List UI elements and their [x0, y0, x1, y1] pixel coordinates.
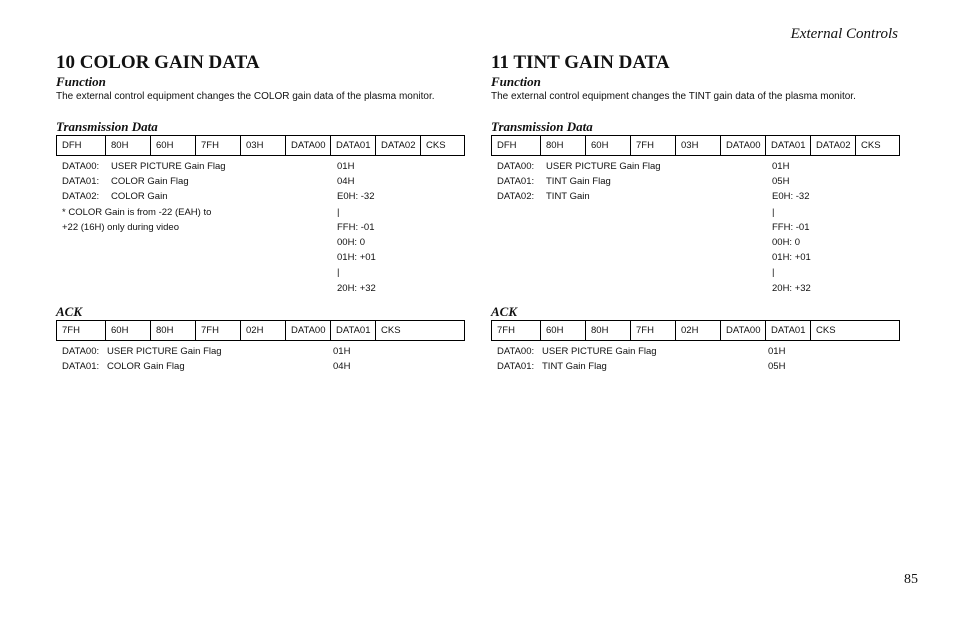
row-value: 00H: 0	[337, 236, 365, 248]
byte-cell: DFH	[57, 136, 106, 156]
detail-row	[491, 361, 899, 376]
row-value: 04H	[333, 360, 351, 372]
detail-row	[56, 161, 464, 176]
row-value: 01H: +01	[337, 252, 376, 264]
byte-cell: 7FH	[492, 320, 541, 340]
byte-cell: DATA00	[286, 136, 331, 156]
byte-cell: DATA01	[331, 136, 376, 156]
row-text: TINT Gain Flag	[546, 176, 611, 188]
ack-byte-table	[491, 320, 900, 341]
byte-cell: DATA01	[766, 320, 811, 340]
byte-cell: 7FH	[631, 136, 676, 156]
row-value: 01H: +01	[772, 252, 811, 264]
row-label: DATA00:	[497, 345, 535, 357]
ack-byte-table	[56, 320, 465, 341]
detail-row	[56, 267, 464, 282]
byte-cell: 80H	[586, 320, 631, 340]
row-value: |	[772, 267, 775, 279]
detail-row	[56, 346, 464, 361]
transmission-heading: Transmission Data	[56, 119, 158, 134]
detail-row	[491, 283, 899, 298]
detail-row	[56, 361, 464, 376]
ack-heading: ACK	[56, 303, 83, 319]
ack-details	[56, 346, 464, 376]
row-value: 01H	[768, 345, 786, 357]
byte-cell: 7FH	[631, 320, 676, 340]
row-value: |	[772, 206, 775, 218]
transmission-details	[491, 161, 899, 298]
row-value: |	[337, 267, 340, 279]
byte-cell: DATA01	[331, 320, 376, 340]
row-text: TINT Gain Flag	[542, 360, 607, 372]
byte-cell: 7FH	[196, 320, 241, 340]
row-value: 20H: +32	[772, 282, 811, 294]
function-description: The external control equipment changes the COLOR gain data of the plasma monitor.	[56, 91, 435, 102]
row-label: DATA01:	[62, 360, 100, 372]
row-label: DATA00:	[62, 345, 100, 357]
ack-details	[491, 346, 899, 376]
function-heading: Function	[56, 74, 106, 89]
row-value: 01H	[333, 345, 351, 357]
row-note: +22 (16H) only during video	[62, 221, 179, 233]
row-note: * COLOR Gain is from -22 (EAH) to	[62, 206, 212, 218]
row-label: DATA01:	[497, 360, 535, 372]
byte-cell: DATA02	[811, 136, 856, 156]
byte-cell: 03H	[241, 136, 286, 156]
row-label: DATA00:	[62, 161, 100, 172]
row-value: FFH: -01	[772, 221, 810, 233]
row-value: 05H	[772, 176, 790, 188]
detail-row	[56, 176, 464, 191]
row-label: DATA01:	[497, 176, 535, 188]
row-value: FFH: -01	[337, 221, 375, 233]
detail-row	[56, 222, 464, 237]
byte-cell: 03H	[676, 136, 721, 156]
detail-row	[491, 267, 899, 282]
row-value: 01H	[337, 161, 355, 172]
byte-cell: CKS	[421, 136, 465, 156]
color-gain-section	[56, 52, 464, 376]
byte-cell: 7FH	[57, 320, 106, 340]
row-value: 04H	[337, 176, 355, 188]
detail-row	[56, 191, 464, 206]
byte-cell: DATA01	[766, 136, 811, 156]
detail-row	[491, 346, 899, 361]
row-text: TINT Gain	[546, 191, 590, 203]
byte-cell: 80H	[106, 136, 151, 156]
row-value: 00H: 0	[772, 236, 800, 248]
tint-gain-section	[491, 52, 899, 376]
running-header: External Controls	[790, 26, 898, 42]
row-value: E0H: -32	[772, 191, 810, 203]
byte-cell: 80H	[541, 136, 586, 156]
byte-cell: 02H	[241, 320, 286, 340]
detail-row	[491, 191, 899, 206]
byte-cell: CKS	[376, 320, 465, 340]
detail-row	[491, 237, 899, 252]
byte-cell: 80H	[151, 320, 196, 340]
transmission-heading: Transmission Data	[491, 119, 593, 134]
byte-cell: DATA02	[376, 136, 421, 156]
detail-row	[491, 252, 899, 267]
detail-row	[491, 222, 899, 237]
detail-row	[56, 252, 464, 267]
byte-cell: DATA00	[721, 136, 766, 156]
section-title: 11 TINT GAIN DATA	[491, 52, 670, 73]
byte-cell: 60H	[106, 320, 151, 340]
function-heading: Function	[491, 74, 541, 89]
ack-heading: ACK	[491, 303, 518, 319]
row-text: COLOR Gain Flag	[111, 176, 189, 188]
byte-cell: 7FH	[196, 136, 241, 156]
byte-cell: DATA00	[721, 320, 766, 340]
byte-cell: 60H	[541, 320, 586, 340]
row-label: DATA02:	[62, 191, 100, 203]
byte-cell: DFH	[492, 136, 541, 156]
section-title: 10 COLOR GAIN DATA	[56, 52, 260, 73]
row-text: COLOR Gain	[111, 191, 168, 203]
function-description: The external control equipment changes the TINT gain data of the plasma monitor.	[491, 91, 856, 102]
byte-cell: DATA00	[286, 320, 331, 340]
row-label: DATA00:	[497, 161, 535, 172]
transmission-byte-table	[491, 135, 900, 156]
byte-cell: 60H	[151, 136, 196, 156]
row-label: DATA01:	[62, 176, 100, 188]
byte-cell: 60H	[586, 136, 631, 156]
row-text: USER PICTURE Gain Flag	[546, 161, 661, 172]
row-text: USER PICTURE Gain Flag	[107, 345, 222, 357]
byte-cell: 02H	[676, 320, 721, 340]
detail-row	[491, 161, 899, 176]
transmission-details	[56, 161, 464, 298]
detail-row	[56, 207, 464, 222]
row-value: 05H	[768, 360, 786, 372]
detail-row	[56, 237, 464, 252]
page-number: 85	[904, 572, 918, 587]
byte-cell: CKS	[856, 136, 900, 156]
row-value: 20H: +32	[337, 282, 376, 294]
row-text: USER PICTURE Gain Flag	[111, 161, 226, 172]
detail-row	[491, 207, 899, 222]
detail-row	[56, 283, 464, 298]
row-value: E0H: -32	[337, 191, 375, 203]
row-text: COLOR Gain Flag	[107, 360, 185, 372]
row-label: DATA02:	[497, 191, 535, 203]
row-value: |	[337, 206, 340, 218]
detail-row	[491, 176, 899, 191]
byte-cell: CKS	[811, 320, 900, 340]
transmission-byte-table	[56, 135, 465, 156]
row-value: 01H	[772, 161, 790, 172]
row-text: USER PICTURE Gain Flag	[542, 345, 657, 357]
